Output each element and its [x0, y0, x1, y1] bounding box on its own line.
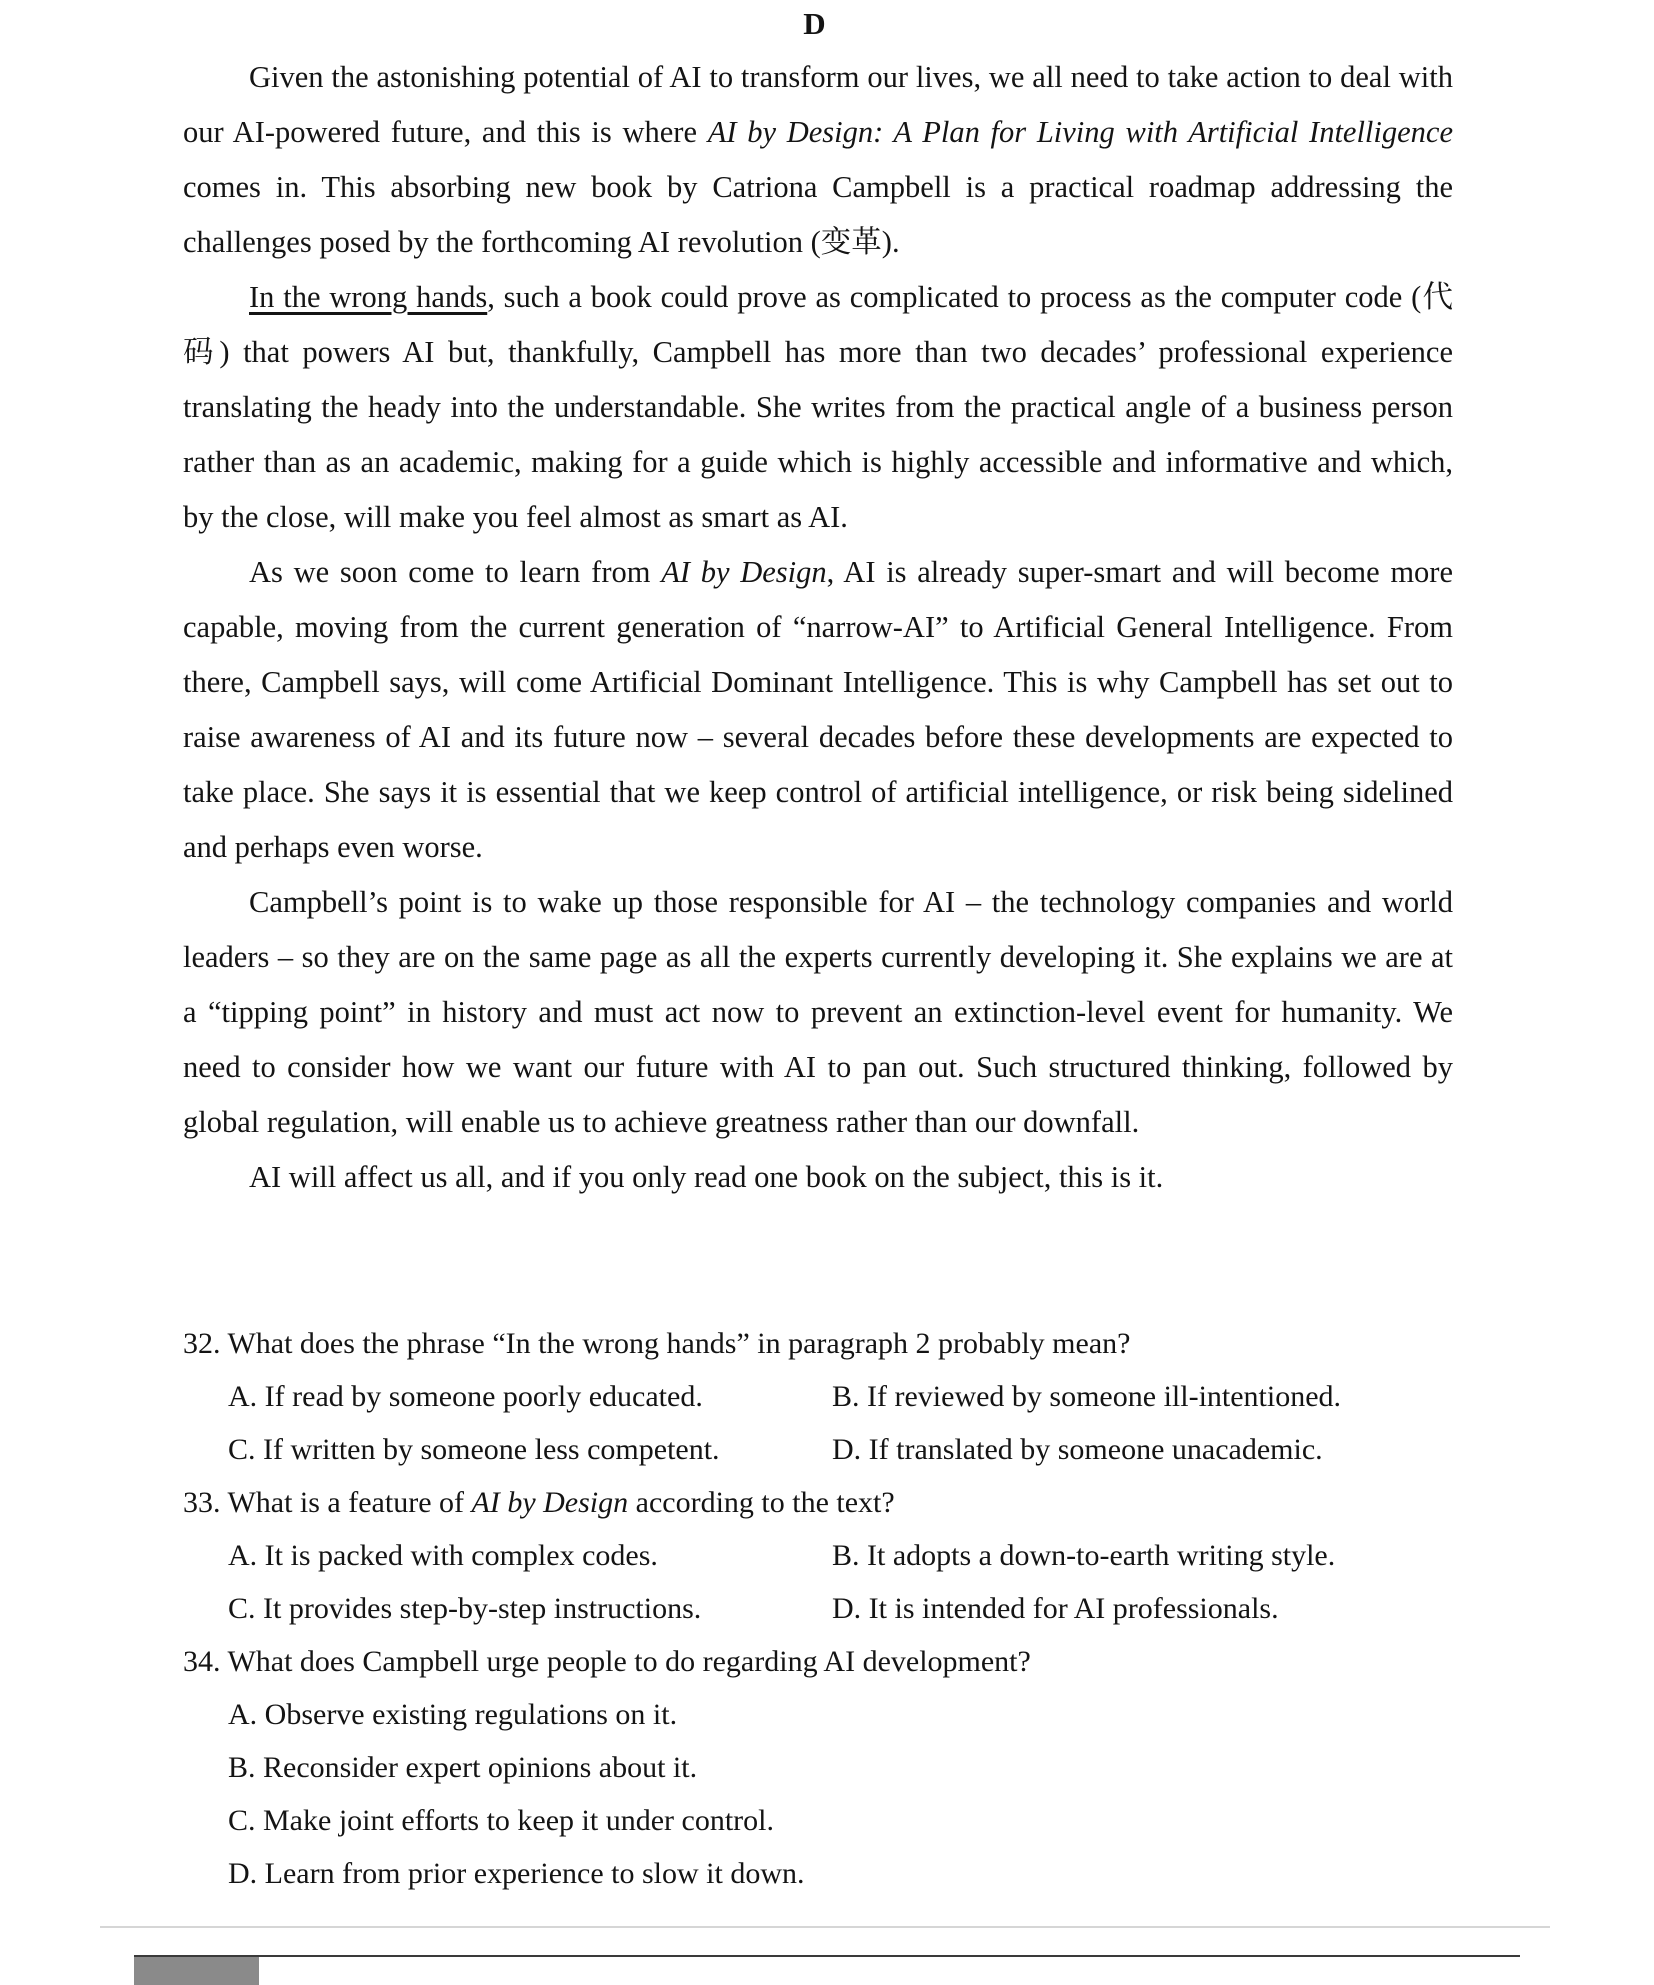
book-title: AI by Design: A Plan for Living with Artificial Intelligence [707, 115, 1453, 149]
question-33-stem [183, 1476, 1453, 1529]
question-32-options-row-1 [183, 1370, 1453, 1423]
question-32-options-row-2 [183, 1423, 1453, 1476]
question-32-option-d: D. If translated by someone unacademic. [832, 1433, 1323, 1466]
question-32-option-c: C. If written by someone less competent. [228, 1433, 720, 1466]
question-33-book-title: AI by Design [471, 1486, 629, 1519]
paragraph-5: AI will affect us all, and if you only read one book on the subject, this is it. [249, 1160, 1164, 1194]
paragraph-3-text-end: , AI is already super-smart and will become more capable, moving from the current generation of “narrow-AI” to Artificial General Intelligence. From there, Campbell says, will come Artificial Dominant Intelligence. This is why Campbell has set out to raise awareness of AI and its future now – several decades before these developments are expected to take place. She says it is essential that we keep control of artificial intelligence, or risk being sidelined and perhaps even worse. [183, 555, 1454, 864]
question-34-option-b: B. Reconsider expert opinions about it. [228, 1751, 698, 1784]
paragraph-1-text-start: Given the astonishing potential of AI to transform our lives, we all need to take action to deal with our AI-powered future, and this is where [183, 60, 1453, 149]
question-list [183, 1317, 1453, 1900]
question-33-option-d: D. It is intended for AI professionals. [832, 1592, 1279, 1625]
question-32-option-a: A. If read by someone poorly educated. [228, 1380, 703, 1413]
question-32-stem: 32. What does the phrase “In the wrong hands” in paragraph 2 probably mean? [183, 1327, 1131, 1360]
question-34-stem: 34. What does Campbell urge people to do regarding AI development? [183, 1645, 1031, 1678]
question-33-options-row-2 [183, 1582, 1453, 1635]
paragraph-1 [183, 50, 1453, 270]
question-33-options-row-1 [183, 1529, 1453, 1582]
footer-bar [134, 1955, 1520, 1985]
book-title-short: AI by Design [661, 555, 827, 589]
question-33-option-b: B. It adopts a down-to-earth writing style. [832, 1539, 1336, 1572]
question-32-option-b: B. If reviewed by someone ill-intentioned. [832, 1380, 1342, 1413]
reading-passage [183, 50, 1453, 1205]
question-33-stem-start: 33. What is a feature of [183, 1486, 472, 1519]
paragraph-1-text-end: comes in. This absorbing new book by Catriona Campbell is a practical roadmap addressing the challenges posed by the forthcoming AI revolution (变革). [183, 170, 1453, 259]
question-33-option-a: A. It is packed with complex codes. [228, 1539, 658, 1572]
paragraph-3-text-start: As we soon come to learn from [249, 555, 662, 589]
footer-divider [100, 1926, 1550, 1928]
section-heading: D [803, 6, 827, 41]
underlined-phrase: In the wrong hands [249, 280, 488, 314]
paragraph-2 [183, 270, 1453, 545]
footer-page-tab [134, 1957, 259, 1985]
question-33-option-c: C. It provides step-by-step instructions. [228, 1592, 702, 1625]
question-34-option-a: A. Observe existing regulations on it. [228, 1698, 678, 1731]
paragraph-3 [183, 545, 1453, 875]
paragraph-2-text: , such a book could prove as complicated to process as the computer code (代码) that powers AI but, thankfully, Campbell has more than two decades’ professional experience translating the heady into the understandable. She writes from the practical angle of a business person rather than as an academic, making for a guide which is highly accessible and informative and which, by the close, will make you feel almost as smart as AI. [183, 280, 1453, 534]
question-34-option-d: D. Learn from prior experience to slow it down. [228, 1857, 805, 1890]
question-33-stem-end: according to the text? [628, 1486, 895, 1519]
paragraph-4: Campbell’s point is to wake up those responsible for AI – the technology companies and world leaders – so they are on the same page as all the experts currently developing it. She explains we are at a “tipping point” in history and must act now to prevent an extinction-level event for humanity. We need to consider how we want our future with AI to pan out. Such structured thinking, followed by global regulation, will enable us to achieve greatness rather than our downfall. [183, 885, 1453, 1139]
question-34-option-c: C. Make joint efforts to keep it under control. [228, 1804, 774, 1837]
